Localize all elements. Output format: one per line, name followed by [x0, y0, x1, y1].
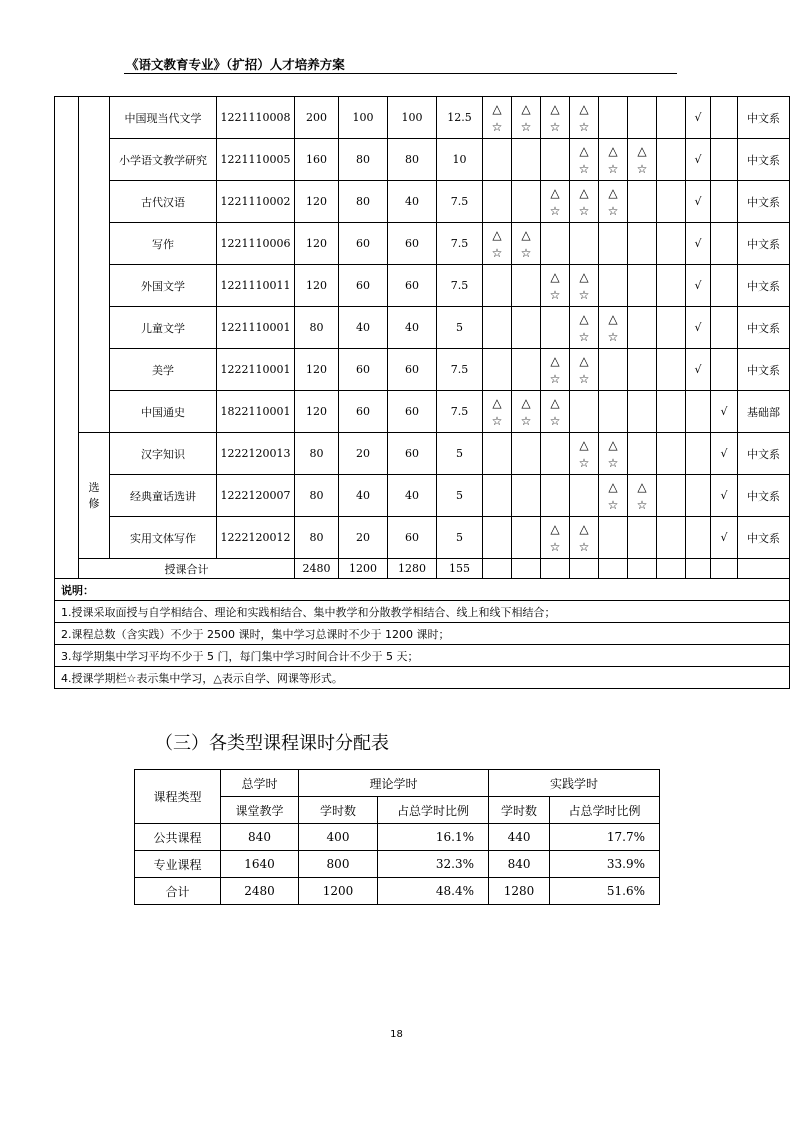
practice-hours: 40	[388, 181, 437, 223]
course-name: 写作	[110, 223, 217, 265]
credits: 5	[437, 475, 483, 517]
course-row	[55, 391, 790, 433]
semester-mark	[512, 349, 541, 391]
department: 中文系	[738, 307, 790, 349]
semester-mark	[657, 181, 686, 223]
exam-mark: √	[686, 97, 711, 139]
theory-hours: 60	[339, 391, 388, 433]
total-hours: 120	[295, 265, 339, 307]
alloc-type: 公共课程	[135, 824, 221, 851]
semester-mark	[657, 517, 686, 559]
semester-mark	[657, 139, 686, 181]
semester-mark	[483, 475, 512, 517]
exam-mark	[686, 433, 711, 475]
course-schedule-table	[54, 96, 790, 689]
total-hours: 80	[295, 517, 339, 559]
credits: 7.5	[437, 265, 483, 307]
note-item: 3.每学期集中学习平均不少于 5 门，每门集中学习时间合计不少于 5 天；	[55, 645, 790, 667]
semester-mark: △ ☆	[599, 181, 628, 223]
alloc-total: 2480	[221, 878, 299, 905]
semester-mark	[628, 181, 657, 223]
summary-empty-cell	[541, 559, 570, 579]
header-practice-hours: 实践学时	[489, 770, 660, 797]
course-row	[55, 349, 790, 391]
semester-mark	[628, 265, 657, 307]
course-code: 1822110001	[217, 391, 295, 433]
theory-hours: 60	[339, 265, 388, 307]
exam-mark	[686, 475, 711, 517]
semester-mark	[628, 391, 657, 433]
semester-mark	[541, 139, 570, 181]
note-item: 2.课程总数（含实践）不少于 2500 课时，集中学习总课时不少于 1200 课时；	[55, 623, 790, 645]
semester-mark	[657, 97, 686, 139]
course-row	[55, 433, 790, 475]
theory-hours: 40	[339, 475, 388, 517]
summary-empty-cell	[738, 559, 790, 579]
summary-label: 授课合计	[79, 559, 295, 579]
course-name: 儿童文学	[110, 307, 217, 349]
notes-heading: 说明：	[55, 579, 790, 601]
credits: 7.5	[437, 391, 483, 433]
semester-mark	[628, 433, 657, 475]
department: 中文系	[738, 223, 790, 265]
alloc-practice: 840	[489, 851, 550, 878]
course-code: 1221110001	[217, 307, 295, 349]
semester-mark	[599, 517, 628, 559]
summary-empty-cell	[628, 559, 657, 579]
course-code: 1221110006	[217, 223, 295, 265]
course-name: 实用文体写作	[110, 517, 217, 559]
semester-mark: △ ☆	[570, 181, 599, 223]
course-name: 汉字知识	[110, 433, 217, 475]
alloc-total: 840	[221, 824, 299, 851]
summary-credits: 155	[437, 559, 483, 579]
course-name: 美学	[110, 349, 217, 391]
header-practice-count: 学时数	[489, 797, 550, 824]
semester-mark	[657, 349, 686, 391]
department: 中文系	[738, 349, 790, 391]
total-hours: 160	[295, 139, 339, 181]
semester-mark: △ ☆	[541, 181, 570, 223]
semester-mark	[628, 307, 657, 349]
credits: 10	[437, 139, 483, 181]
semester-mark	[657, 307, 686, 349]
semester-mark	[628, 349, 657, 391]
credits: 12.5	[437, 97, 483, 139]
practice-hours: 60	[388, 433, 437, 475]
practice-hours: 80	[388, 139, 437, 181]
semester-mark: △ ☆	[541, 517, 570, 559]
semester-mark: △ ☆	[570, 517, 599, 559]
semester-mark: △ ☆	[599, 475, 628, 517]
summary-empty-cell	[599, 559, 628, 579]
semester-mark: △ ☆	[570, 139, 599, 181]
required-type-cell	[79, 97, 110, 433]
note-item: 4.授课学期栏☆表示集中学习，△表示自学、网课等形式。	[55, 667, 790, 689]
department: 中文系	[738, 517, 790, 559]
semester-mark	[657, 265, 686, 307]
semester-mark	[657, 223, 686, 265]
semester-mark	[599, 223, 628, 265]
credits: 7.5	[437, 223, 483, 265]
semester-mark: △ ☆	[628, 139, 657, 181]
header-classroom-teaching: 课堂教学	[221, 797, 299, 824]
summary-practice: 1280	[388, 559, 437, 579]
course-row	[55, 265, 790, 307]
semester-mark: △ ☆	[483, 391, 512, 433]
semester-mark: △ ☆	[570, 307, 599, 349]
summary-empty-cell	[570, 559, 599, 579]
header-theory-ratio: 占总学时比例	[378, 797, 489, 824]
exam-mark: √	[686, 349, 711, 391]
practice-hours: 60	[388, 349, 437, 391]
semester-mark	[512, 433, 541, 475]
total-hours: 80	[295, 475, 339, 517]
check-mark: √	[711, 433, 738, 475]
alloc-row	[135, 878, 660, 905]
course-name: 中国现当代文学	[110, 97, 217, 139]
semester-mark	[570, 475, 599, 517]
header-practice-ratio: 占总学时比例	[550, 797, 660, 824]
semester-mark	[512, 265, 541, 307]
alloc-practice: 1280	[489, 878, 550, 905]
course-row	[55, 139, 790, 181]
semester-mark	[512, 307, 541, 349]
course-name: 古代汉语	[110, 181, 217, 223]
semester-mark	[512, 139, 541, 181]
note-item: 1.授课采取面授与自学相结合、理论和实践相结合、集中教学和分散教学相结合、线上和线下相结合；	[55, 601, 790, 623]
semester-mark: △ ☆	[570, 265, 599, 307]
check-mark	[711, 223, 738, 265]
alloc-theory: 800	[299, 851, 378, 878]
semester-mark: △ ☆	[570, 349, 599, 391]
alloc-practice: 440	[489, 824, 550, 851]
semester-mark: △ ☆	[628, 475, 657, 517]
credits: 5	[437, 517, 483, 559]
semester-mark	[657, 475, 686, 517]
course-code: 1221110005	[217, 139, 295, 181]
semester-mark	[483, 433, 512, 475]
category-cell	[55, 97, 79, 579]
header-course-type: 课程类型	[135, 770, 221, 824]
exam-mark: √	[686, 139, 711, 181]
theory-hours: 20	[339, 433, 388, 475]
semester-mark: △ ☆	[541, 391, 570, 433]
semester-mark: △ ☆	[570, 97, 599, 139]
semester-mark	[483, 265, 512, 307]
course-code: 1221110008	[217, 97, 295, 139]
total-hours: 120	[295, 391, 339, 433]
exam-mark: √	[686, 307, 711, 349]
exam-mark	[686, 517, 711, 559]
exam-mark: √	[686, 265, 711, 307]
course-code: 1221110002	[217, 181, 295, 223]
semester-mark	[512, 517, 541, 559]
section-title: （三）各类型课程课时分配表	[155, 733, 389, 754]
exam-mark: √	[686, 223, 711, 265]
course-row	[55, 97, 790, 139]
semester-mark: △ ☆	[512, 223, 541, 265]
semester-mark	[628, 517, 657, 559]
semester-mark: △ ☆	[570, 433, 599, 475]
semester-mark	[512, 181, 541, 223]
course-code: 1221110011	[217, 265, 295, 307]
course-code: 1222120012	[217, 517, 295, 559]
semester-mark: △ ☆	[541, 265, 570, 307]
department: 中文系	[738, 475, 790, 517]
department: 中文系	[738, 139, 790, 181]
semester-mark	[657, 391, 686, 433]
semester-mark	[541, 475, 570, 517]
exam-mark	[686, 391, 711, 433]
summary-row	[55, 559, 790, 579]
course-code: 1222120013	[217, 433, 295, 475]
course-name: 经典童话选讲	[110, 475, 217, 517]
practice-hours: 60	[388, 265, 437, 307]
course-code: 1222110001	[217, 349, 295, 391]
semester-mark	[512, 475, 541, 517]
semester-mark: △ ☆	[483, 97, 512, 139]
semester-mark	[541, 223, 570, 265]
alloc-row	[135, 824, 660, 851]
check-mark	[711, 349, 738, 391]
credits: 5	[437, 433, 483, 475]
alloc-theory: 400	[299, 824, 378, 851]
total-hours: 200	[295, 97, 339, 139]
summary-total: 2480	[295, 559, 339, 579]
semester-mark	[599, 391, 628, 433]
practice-hours: 60	[388, 517, 437, 559]
summary-theory: 1200	[339, 559, 388, 579]
alloc-theory: 1200	[299, 878, 378, 905]
department: 中文系	[738, 97, 790, 139]
department: 中文系	[738, 181, 790, 223]
semester-mark	[483, 139, 512, 181]
theory-hours: 80	[339, 181, 388, 223]
alloc-practice-ratio: 51.6%	[550, 878, 660, 905]
semester-mark	[483, 349, 512, 391]
header-total-hours: 总学时	[221, 770, 299, 797]
course-row	[55, 475, 790, 517]
course-name: 外国文学	[110, 265, 217, 307]
practice-hours: 100	[388, 97, 437, 139]
semester-mark	[628, 223, 657, 265]
semester-mark	[541, 307, 570, 349]
theory-hours: 60	[339, 223, 388, 265]
practice-hours: 40	[388, 475, 437, 517]
total-hours: 80	[295, 307, 339, 349]
total-hours: 80	[295, 433, 339, 475]
page-number: 18	[390, 1029, 403, 1040]
credits: 7.5	[437, 349, 483, 391]
course-row	[55, 307, 790, 349]
semester-mark: △ ☆	[483, 223, 512, 265]
check-mark: √	[711, 391, 738, 433]
course-code: 1222120007	[217, 475, 295, 517]
alloc-theory-ratio: 32.3%	[378, 851, 489, 878]
total-hours: 120	[295, 223, 339, 265]
semester-mark	[541, 433, 570, 475]
theory-hours: 60	[339, 349, 388, 391]
semester-mark	[483, 307, 512, 349]
total-hours: 120	[295, 349, 339, 391]
semester-mark: △ ☆	[599, 307, 628, 349]
check-mark	[711, 307, 738, 349]
semester-mark	[657, 433, 686, 475]
theory-hours: 80	[339, 139, 388, 181]
semester-mark: △ ☆	[599, 433, 628, 475]
exam-mark: √	[686, 181, 711, 223]
credits: 5	[437, 307, 483, 349]
semester-mark	[570, 223, 599, 265]
course-name: 中国通史	[110, 391, 217, 433]
hours-allocation-table	[134, 769, 660, 905]
header-theory-hours: 理论学时	[299, 770, 489, 797]
check-mark: √	[711, 517, 738, 559]
summary-empty-cell	[686, 559, 711, 579]
total-hours: 120	[295, 181, 339, 223]
practice-hours: 60	[388, 391, 437, 433]
semester-mark	[599, 97, 628, 139]
theory-hours: 100	[339, 97, 388, 139]
semester-mark	[599, 265, 628, 307]
course-row	[55, 517, 790, 559]
summary-empty-cell	[512, 559, 541, 579]
course-row	[55, 223, 790, 265]
header-theory-count: 学时数	[299, 797, 378, 824]
practice-hours: 40	[388, 307, 437, 349]
course-name: 小学语文教学研究	[110, 139, 217, 181]
theory-hours: 40	[339, 307, 388, 349]
credits: 7.5	[437, 181, 483, 223]
elective-label: 选修	[79, 433, 110, 559]
check-mark	[711, 265, 738, 307]
page-header-title: 《语文教育专业》（扩招）人才培养方案	[126, 57, 345, 72]
semester-mark	[483, 181, 512, 223]
check-mark	[711, 181, 738, 223]
summary-empty-cell	[711, 559, 738, 579]
practice-hours: 60	[388, 223, 437, 265]
alloc-practice-ratio: 17.7%	[550, 824, 660, 851]
department: 中文系	[738, 433, 790, 475]
department: 中文系	[738, 265, 790, 307]
summary-empty-cell	[483, 559, 512, 579]
check-mark	[711, 139, 738, 181]
semester-mark: △ ☆	[512, 391, 541, 433]
alloc-theory-ratio: 48.4%	[378, 878, 489, 905]
department: 基础部	[738, 391, 790, 433]
check-mark	[711, 97, 738, 139]
alloc-theory-ratio: 16.1%	[378, 824, 489, 851]
semester-mark: △ ☆	[541, 97, 570, 139]
semester-mark	[483, 517, 512, 559]
course-row	[55, 181, 790, 223]
theory-hours: 20	[339, 517, 388, 559]
summary-empty-cell	[657, 559, 686, 579]
alloc-type: 合计	[135, 878, 221, 905]
semester-mark: △ ☆	[599, 139, 628, 181]
semester-mark	[570, 391, 599, 433]
alloc-total: 1640	[221, 851, 299, 878]
semester-mark: △ ☆	[541, 349, 570, 391]
alloc-type: 专业课程	[135, 851, 221, 878]
header-rule	[124, 73, 677, 74]
semester-mark	[599, 349, 628, 391]
alloc-practice-ratio: 33.9%	[550, 851, 660, 878]
semester-mark	[628, 97, 657, 139]
alloc-row	[135, 851, 660, 878]
check-mark: √	[711, 475, 738, 517]
semester-mark: △ ☆	[512, 97, 541, 139]
